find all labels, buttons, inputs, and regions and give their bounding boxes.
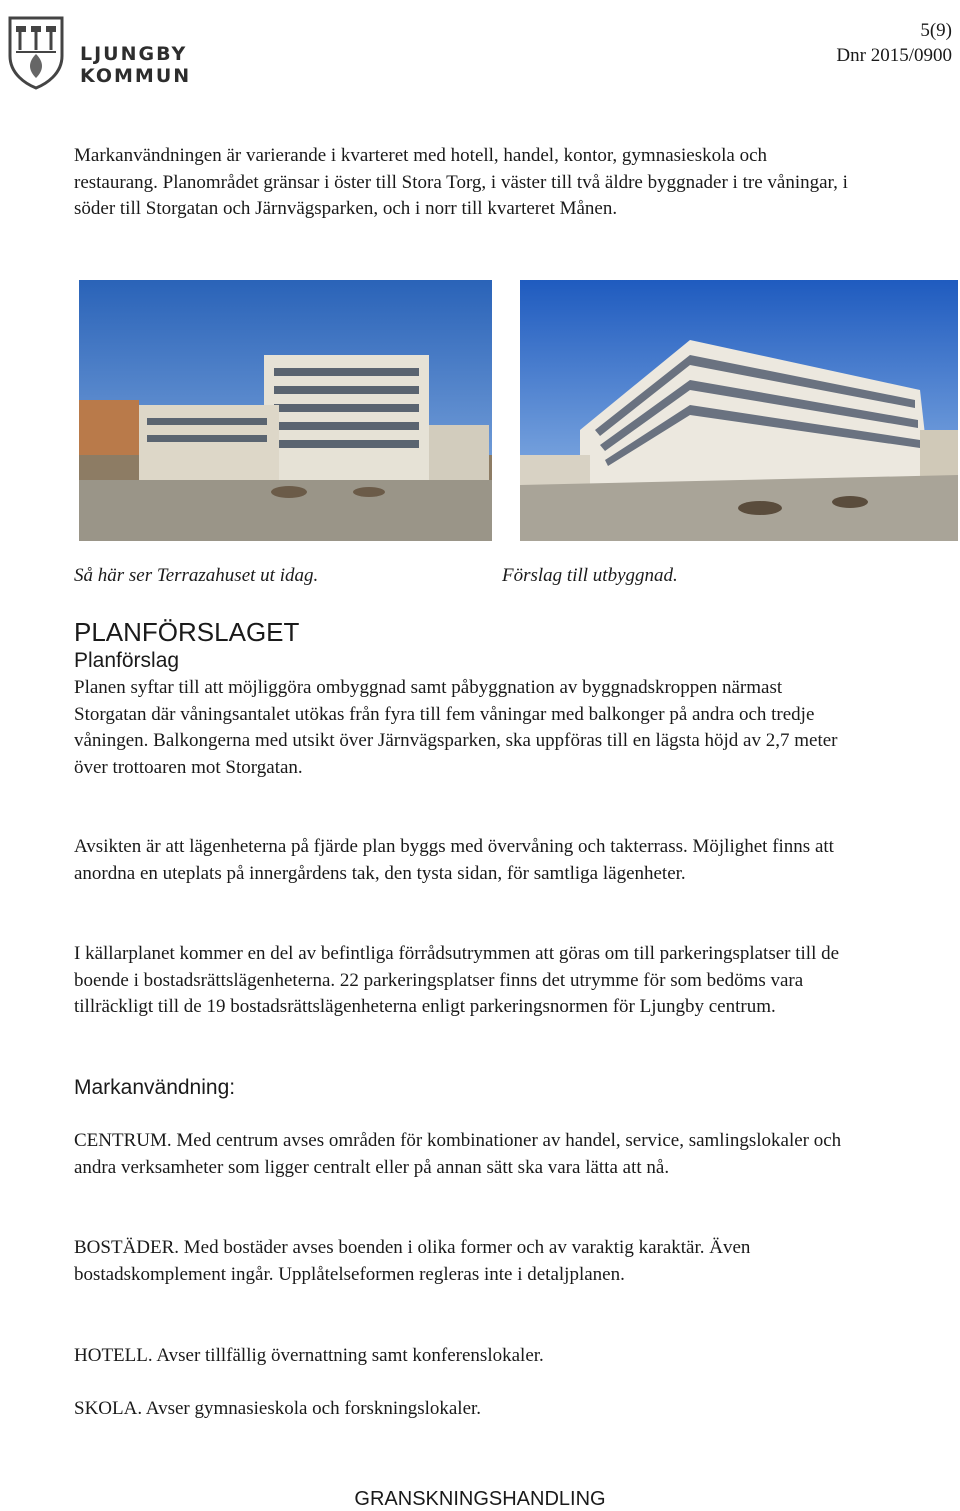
coat-of-arms-icon — [6, 14, 66, 90]
caption-current: Så här ser Terrazahuset ut idag. — [74, 565, 319, 586]
photo-proposed-building — [520, 280, 958, 541]
paragraph-apartments: Avsikten är att lägenheterna på fjärde plan byggs med övervåning och takterrass. Möjlighet finns att anordna en uteplats på innergårdens tak, den tysta sidan, för samtliga lägenheter. — [74, 836, 834, 884]
footer-label: GRANSKNINGSHANDLING — [354, 1488, 606, 1510]
paragraph-skola: SKOLA. Avser gymnasieskola och forskningslokaler. — [74, 1398, 482, 1419]
page-number: 5(9) — [920, 20, 952, 41]
paragraph-parking: I källarplanet kommer en del av befintliga förrådsutrymmen att göras om till parkeringsplatser till de boende i bostadsrättslägenheterna. 22 parkeringsplatser finns det utrymme för som bedöms vara tillräckligt till de 19 bostadsrättslägenheterna enligt parkeringsnormen för Ljungby centrum. — [74, 943, 840, 1018]
document-number: Dnr 2015/0900 — [836, 45, 952, 66]
land-use-heading: Markanvändning: — [74, 1076, 236, 1099]
municipality-logo — [6, 14, 196, 92]
paragraph-plan-purpose: Planen syftar till att möjliggöra ombyggnad samt påbyggnation av byggnadskroppen närmast Storgatan där våningsantalet utökas från fyra till fem våningar med balkonger på andra och tredje våningen. Balkongerna med utsikt över Järnvägsparken, ska uppföras till en lägsta höjd av 2,7 meter över trottoaren mot Storgatan. — [74, 677, 838, 779]
paragraph-hotell: HOTELL. Avser tillfällig övernattning samt konferenslokaler. — [74, 1345, 544, 1366]
photo-current-building — [79, 280, 492, 541]
paragraph-bostader: BOSTÄDER. Med bostäder avses boenden i olika former och av varaktig karaktär. Även bostadskomplement ingår. Upplåtelseformen regleras inte i detaljplanen. — [74, 1237, 751, 1285]
caption-proposed: Förslag till utbyggnad. — [502, 565, 678, 586]
logo-line-1: LJUNGBY — [80, 43, 188, 65]
logo-line-2: KOMMUN — [80, 65, 192, 87]
paragraph-centrum: CENTRUM. Med centrum avses områden för kombinationer av handel, service, samlingslokaler och andra verksamheter som ligger centralt eller på annan sätt ska vara lätta att nå. — [74, 1130, 842, 1178]
section-subheading: Planförslag — [74, 649, 180, 672]
intro-paragraph: Markanvändningen är varierande i kvarteret med hotell, handel, kontor, gymnasieskola och restaurang. Planområdet gränsar i öster till Stora Torg, i väster till två äldre byggnader i tre våningar, i söder till Storgatan och Järnvägsparken, och i norr till kvarteret Månen. — [74, 145, 848, 220]
section-heading: PLANFÖRSLAGET — [74, 617, 300, 647]
